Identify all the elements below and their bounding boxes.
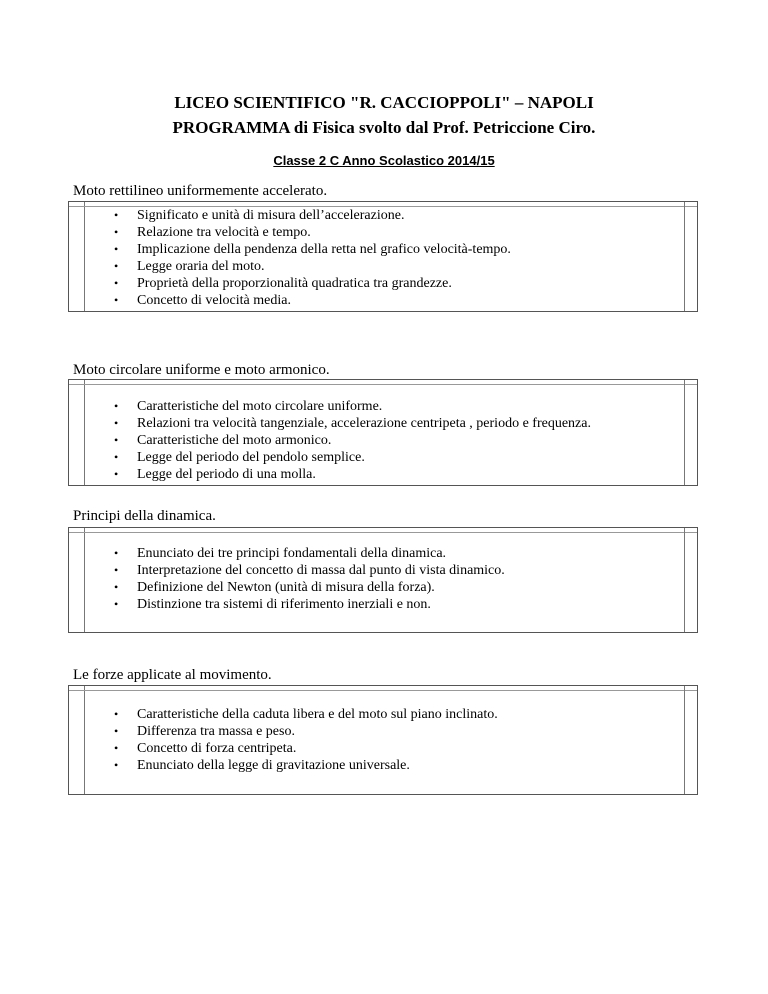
bullet-icon: •: [114, 563, 119, 577]
bullet-icon: •: [114, 707, 119, 721]
section-heading: Le forze applicate al movimento.: [73, 667, 272, 683]
list-item: • Caratteristiche della caduta libera e del moto sul piano inclinato.: [114, 707, 498, 722]
list-item: • Significato e unità di misura dell’accelerazione.: [114, 208, 405, 223]
bullet-icon: •: [114, 225, 119, 239]
bullet-icon: •: [114, 724, 119, 738]
list-item: • Caratteristiche del moto circolare uniforme.: [114, 399, 383, 414]
bullet-icon: •: [114, 259, 119, 273]
list-item: • Distinzione tra sistemi di riferimento inerziali e non.: [114, 597, 431, 612]
list-item: • Enunciato dei tre principi fondamentali della dinamica.: [114, 546, 447, 561]
list-item: • Caratteristiche del moto armonico.: [114, 433, 332, 448]
list-item: • Legge del periodo di una molla.: [114, 467, 316, 482]
bullet-icon: •: [114, 416, 119, 430]
list-item: • Concetto di velocità media.: [114, 293, 291, 308]
list-item: • Implicazione della pendenza della retta nel grafico velocità-tempo.: [114, 242, 511, 257]
bullet-icon: •: [114, 208, 119, 222]
program-title: PROGRAMMA di Fisica svolto dal Prof. Petriccione Ciro.: [172, 118, 596, 137]
school-title: LICEO SCIENTIFICO "R. CACCIOPPOLI" – NAPOLI: [174, 93, 594, 112]
bullet-icon: •: [114, 242, 119, 256]
topic-list: [69, 545, 505, 613]
bullet-icon: •: [114, 276, 119, 290]
box-divider: [69, 532, 697, 533]
list-item: • Concetto di forza centripeta.: [114, 741, 297, 756]
topic-list: [69, 207, 511, 309]
box-divider: [69, 690, 697, 691]
class-year-line: Classe 2 C Anno Scolastico 2014/15: [273, 153, 495, 168]
section-heading: Principi della dinamica.: [73, 508, 216, 524]
bullet-icon: •: [114, 467, 119, 481]
section-box: [68, 685, 698, 795]
bullet-icon: •: [114, 399, 119, 413]
bullet-icon: •: [114, 741, 119, 755]
section-box: [68, 527, 698, 633]
section-box: [68, 379, 698, 486]
list-item: • Legge del periodo del pendolo semplice.: [114, 450, 365, 465]
bullet-icon: •: [114, 580, 119, 594]
bullet-icon: •: [114, 450, 119, 464]
bullet-icon: •: [114, 433, 119, 447]
bullet-icon: •: [114, 597, 119, 611]
box-divider: [69, 384, 697, 385]
topic-list: [69, 706, 498, 774]
list-item: • Definizione del Newton (unità di misura della forza).: [114, 580, 435, 595]
list-item: • Enunciato della legge di gravitazione universale.: [114, 758, 410, 773]
list-item: • Differenza tra massa e peso.: [114, 724, 295, 739]
section-box: [68, 201, 698, 312]
list-item: • Legge oraria del moto.: [114, 259, 265, 274]
list-item: • Interpretazione del concetto di massa dal punto di vista dinamico.: [114, 563, 505, 578]
list-item: • Proprietà della proporzionalità quadratica tra grandezze.: [114, 276, 452, 291]
list-item: • Relazione tra velocità e tempo.: [114, 225, 311, 240]
section-heading: Moto circolare uniforme e moto armonico.: [73, 362, 330, 378]
bullet-icon: •: [114, 293, 119, 307]
bullet-icon: •: [114, 546, 119, 560]
section-heading: Moto rettilineo uniformemente accelerato.: [73, 183, 328, 199]
topic-list: [69, 398, 591, 483]
bullet-icon: •: [114, 758, 119, 772]
list-item: • Relazioni tra velocità tangenziale, accelerazione centripeta , periodo e frequenza.: [114, 416, 591, 431]
